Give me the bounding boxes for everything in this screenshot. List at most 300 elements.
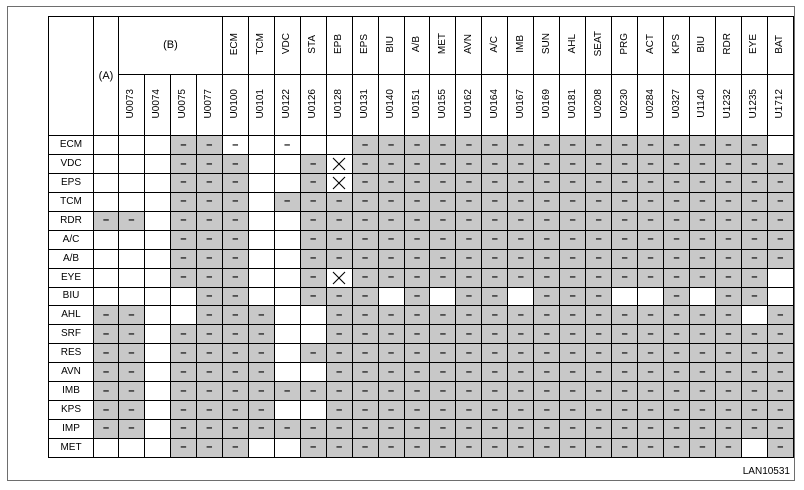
shaded-dash-cell <box>741 287 767 306</box>
dtc-code-label: U0181 <box>566 88 578 119</box>
unit-header-cell <box>638 17 664 75</box>
dtc-code-cell <box>534 74 560 135</box>
dash-mark: – <box>569 252 576 265</box>
empty-cell <box>248 192 274 211</box>
dash-mark: – <box>439 403 447 416</box>
dash-mark: – <box>387 346 395 359</box>
dash-mark: – <box>102 365 110 378</box>
shaded-dash-cell <box>690 155 716 174</box>
dash-mark: – <box>673 271 680 284</box>
dash-mark: – <box>569 327 576 340</box>
shaded-dash-cell <box>767 174 793 193</box>
shaded-dash-cell <box>482 325 508 344</box>
dash-mark: – <box>310 176 317 189</box>
shaded-dash-cell <box>586 438 612 457</box>
dash-mark: – <box>569 176 576 189</box>
shaded-dash-cell <box>119 306 145 325</box>
dash-mark: – <box>751 233 758 246</box>
shaded-dash-cell <box>196 136 222 155</box>
dash-mark: – <box>647 176 654 189</box>
dash-mark: – <box>439 176 447 189</box>
unit-header-label: BIU <box>385 35 397 53</box>
shaded-dash-cell <box>482 287 508 306</box>
dash-mark: – <box>491 138 498 151</box>
shaded-dash-cell <box>404 306 430 325</box>
dash-mark: – <box>310 214 317 227</box>
dash-mark: – <box>569 271 576 284</box>
shaded-dash-cell <box>300 174 326 193</box>
dash-mark: – <box>465 365 472 378</box>
table-row <box>49 136 794 155</box>
shaded-dash-cell <box>482 268 508 287</box>
dash-mark: – <box>621 422 628 435</box>
shaded-dash-cell <box>612 155 638 174</box>
dash-mark: – <box>621 441 628 454</box>
dash-mark: – <box>206 384 213 397</box>
unit-header-label: AVN <box>462 34 474 54</box>
shaded-dash-cell <box>456 155 482 174</box>
shaded-dash-cell <box>274 419 300 438</box>
empty-cell <box>767 287 793 306</box>
dash-mark: – <box>465 289 472 302</box>
empty-cell <box>248 211 274 230</box>
shaded-dash-cell <box>378 344 404 363</box>
dash-mark: – <box>699 308 706 321</box>
shaded-dash-cell <box>300 419 326 438</box>
empty-cell <box>274 306 300 325</box>
dtc-code-cell <box>326 74 352 135</box>
dash-mark: – <box>387 233 395 246</box>
dash-mark: – <box>595 157 602 170</box>
dash-mark: – <box>439 422 447 435</box>
shaded-dash-cell <box>612 438 638 457</box>
empty-cell <box>300 306 326 325</box>
dash-mark: – <box>180 365 187 378</box>
dtc-code-label: U0126 <box>307 88 319 119</box>
empty-cell <box>690 287 716 306</box>
shaded-dash-cell <box>482 344 508 363</box>
shaded-dash-cell <box>508 136 534 155</box>
shaded-dash-cell <box>456 438 482 457</box>
empty-cell <box>274 174 300 193</box>
dash-mark: – <box>673 157 680 170</box>
unit-header-cell <box>664 17 690 75</box>
dash-mark: – <box>673 327 680 340</box>
dash-mark: – <box>491 176 498 189</box>
shaded-dash-cell <box>196 192 222 211</box>
shaded-dash-cell <box>248 306 274 325</box>
dash-mark: – <box>725 157 732 170</box>
shaded-dash-cell <box>560 230 586 249</box>
dtc-code-cell <box>144 74 170 135</box>
column-a-empty-cell <box>94 438 119 457</box>
shaded-dash-cell <box>352 268 378 287</box>
shaded-dash-cell <box>248 325 274 344</box>
dtc-code-label: U0073 <box>125 88 137 119</box>
dash-mark: – <box>284 422 291 435</box>
unit-header-label: EPB <box>333 33 345 54</box>
dash-mark: – <box>362 327 369 340</box>
shaded-dash-cell <box>456 136 482 155</box>
dash-mark: – <box>621 403 628 416</box>
dash-mark: – <box>543 195 550 208</box>
dash-mark: – <box>673 289 680 302</box>
empty-cell <box>144 382 170 401</box>
dash-mark: – <box>569 289 576 302</box>
shaded-dash-cell <box>404 230 430 249</box>
dash-mark: – <box>647 308 654 321</box>
shaded-dash-cell <box>534 155 560 174</box>
dash-mark: – <box>180 422 187 435</box>
dash-mark: – <box>595 403 602 416</box>
dash-mark: – <box>310 422 317 435</box>
dash-mark: – <box>673 214 680 227</box>
shaded-dash-cell <box>560 401 586 420</box>
shaded-dash-cell <box>715 211 741 230</box>
shaded-dash-cell <box>690 325 716 344</box>
column-a-shaded-dash-cell <box>94 211 119 230</box>
shaded-dash-cell <box>222 438 248 457</box>
shaded-dash-cell <box>741 174 767 193</box>
empty-cell <box>144 230 170 249</box>
shaded-dash-cell <box>222 287 248 306</box>
shaded-dash-cell <box>456 230 482 249</box>
shaded-dash-cell <box>352 306 378 325</box>
row-label: VDC <box>49 155 94 174</box>
dash-mark: – <box>387 422 395 435</box>
shaded-dash-cell <box>612 363 638 382</box>
dash-mark: – <box>310 271 317 284</box>
dash-mark: – <box>595 441 602 454</box>
shaded-dash-cell <box>534 363 560 382</box>
shaded-dash-cell <box>119 325 145 344</box>
dash-mark: – <box>751 176 758 189</box>
shaded-dash-cell <box>456 268 482 287</box>
dtc-code-label: U0230 <box>618 88 630 119</box>
dash-mark: – <box>699 327 706 340</box>
empty-cell <box>300 136 326 155</box>
dash-mark: – <box>647 271 654 284</box>
shaded-dash-cell <box>560 438 586 457</box>
shaded-dash-cell <box>664 306 690 325</box>
shaded-dash-cell <box>715 306 741 325</box>
dash-mark: – <box>725 441 732 454</box>
shaded-dash-cell <box>352 287 378 306</box>
empty-cell <box>248 174 274 193</box>
dash-mark: – <box>647 214 654 227</box>
dash-mark: – <box>543 441 550 454</box>
shaded-dash-cell <box>715 401 741 420</box>
shaded-dash-cell <box>326 249 352 268</box>
shaded-dash-cell <box>222 230 248 249</box>
dash-mark: – <box>102 403 110 416</box>
dash-mark: – <box>206 271 213 284</box>
dash-mark: – <box>232 195 239 208</box>
shaded-dash-cell <box>715 287 741 306</box>
empty-cell <box>274 268 300 287</box>
shaded-dash-cell <box>170 136 196 155</box>
dash-mark: – <box>336 308 343 321</box>
shaded-dash-cell <box>222 249 248 268</box>
dash-mark: – <box>751 271 758 284</box>
shaded-dash-cell <box>430 363 456 382</box>
shaded-dash-cell <box>482 382 508 401</box>
dtc-code-label: U0284 <box>644 88 656 119</box>
shaded-dash-cell <box>404 192 430 211</box>
dash-mark: – <box>647 441 654 454</box>
row-label: TCM <box>49 192 94 211</box>
unit-header-label: SEAT <box>592 31 604 57</box>
dash-mark: – <box>699 422 706 435</box>
dash-mark: – <box>206 138 213 151</box>
dash-mark: – <box>517 346 524 359</box>
empty-cell <box>144 306 170 325</box>
shaded-dash-cell <box>170 325 196 344</box>
empty-cell <box>274 230 300 249</box>
shaded-dash-cell <box>741 325 767 344</box>
shaded-dash-cell <box>767 192 793 211</box>
row-label: RDR <box>49 211 94 230</box>
dtc-code-label: U0208 <box>592 88 604 119</box>
dash-mark: – <box>465 195 472 208</box>
shaded-dash-cell <box>326 306 352 325</box>
dash-mark: – <box>258 403 265 416</box>
dash-mark: – <box>439 384 447 397</box>
dash-mark: – <box>621 346 628 359</box>
empty-cell <box>248 136 274 155</box>
shaded-dash-cell <box>482 136 508 155</box>
dash-mark: – <box>699 365 706 378</box>
dash-mark: – <box>439 441 447 454</box>
unit-header-label: IMB <box>514 35 526 53</box>
shaded-dash-cell <box>300 438 326 457</box>
shaded-dash-cell <box>170 155 196 174</box>
dash-mark: – <box>751 384 758 397</box>
dtc-code-label: U0128 <box>333 88 345 119</box>
dash-mark: – <box>258 346 265 359</box>
shaded-dash-cell <box>300 230 326 249</box>
table-row <box>49 192 794 211</box>
dash-mark: – <box>595 422 602 435</box>
table-row <box>49 306 794 325</box>
dash-mark: – <box>180 214 187 227</box>
shaded-dash-cell <box>352 363 378 382</box>
shaded-dash-cell <box>378 192 404 211</box>
shaded-dash-cell <box>170 401 196 420</box>
dash-mark: – <box>673 176 680 189</box>
x-mark-icon <box>332 176 346 190</box>
unit-header-cell <box>456 17 482 75</box>
dash-mark: – <box>725 233 732 246</box>
dash-mark: – <box>128 214 135 227</box>
dash-mark: – <box>647 384 654 397</box>
dash-mark: – <box>206 252 213 265</box>
shaded-dash-cell <box>690 249 716 268</box>
unit-header-label: ACT <box>644 33 656 54</box>
shaded-dash-cell <box>715 192 741 211</box>
dash-mark: – <box>621 195 628 208</box>
dash-mark: – <box>128 422 135 435</box>
shaded-dash-cell <box>534 287 560 306</box>
dash-mark: – <box>206 308 213 321</box>
shaded-dash-cell <box>741 363 767 382</box>
shaded-dash-cell <box>560 419 586 438</box>
empty-cell <box>300 325 326 344</box>
shaded-dash-cell <box>326 438 352 457</box>
shaded-dash-cell <box>404 136 430 155</box>
dash-mark: – <box>232 176 239 189</box>
dash-mark: – <box>362 195 369 208</box>
dash-mark: – <box>206 195 213 208</box>
shaded-dash-cell <box>248 419 274 438</box>
dash-mark: – <box>310 252 317 265</box>
shaded-dash-cell <box>326 287 352 306</box>
shaded-dash-cell <box>715 268 741 287</box>
empty-cell <box>767 136 793 155</box>
empty-cell <box>144 287 170 306</box>
shaded-dash-cell <box>715 230 741 249</box>
dash-mark: – <box>439 157 447 170</box>
dash-mark: – <box>699 157 706 170</box>
dash-mark: – <box>699 138 706 151</box>
dash-mark: – <box>569 195 576 208</box>
shaded-dash-cell <box>534 192 560 211</box>
dash-mark: – <box>387 327 395 340</box>
dash-mark: – <box>387 252 395 265</box>
dash-mark: – <box>621 384 628 397</box>
dash-mark: – <box>465 327 472 340</box>
dash-mark: – <box>362 157 369 170</box>
shaded-dash-cell <box>170 382 196 401</box>
shaded-dash-cell <box>326 211 352 230</box>
dash-mark: – <box>310 195 317 208</box>
unit-header-cell <box>767 17 793 75</box>
shaded-dash-cell <box>482 211 508 230</box>
dash-mark: – <box>569 346 576 359</box>
dtc-code-label: U0100 <box>229 88 241 119</box>
shaded-dash-cell <box>638 268 664 287</box>
shaded-dash-cell <box>326 325 352 344</box>
shaded-dash-cell <box>690 192 716 211</box>
shaded-dash-cell <box>456 419 482 438</box>
dash-mark: – <box>517 138 524 151</box>
dash-mark: – <box>413 384 421 397</box>
dash-mark: – <box>413 308 421 321</box>
dash-mark: – <box>206 214 213 227</box>
shaded-dash-cell <box>196 306 222 325</box>
shaded-dash-cell <box>170 249 196 268</box>
dash-mark: – <box>647 365 654 378</box>
shaded-dash-cell <box>119 363 145 382</box>
dash-mark: – <box>517 308 524 321</box>
dash-mark: – <box>569 403 576 416</box>
dash-mark: – <box>725 327 732 340</box>
shaded-dash-cell <box>378 211 404 230</box>
shaded-dash-cell <box>741 211 767 230</box>
dash-mark: – <box>336 384 343 397</box>
shaded-dash-cell <box>404 438 430 457</box>
shaded-dash-cell <box>430 438 456 457</box>
dash-mark: – <box>387 365 395 378</box>
shaded-dash-cell <box>741 249 767 268</box>
shaded-dash-cell <box>222 211 248 230</box>
shaded-dash-cell <box>326 344 352 363</box>
dash-mark: – <box>180 233 187 246</box>
unit-header-cell <box>741 17 767 75</box>
shaded-dash-cell <box>767 249 793 268</box>
dash-mark: – <box>336 289 343 302</box>
dash-mark: – <box>569 233 576 246</box>
dash-mark: – <box>595 289 602 302</box>
dtc-code-cell <box>741 74 767 135</box>
shaded-dash-cell <box>508 268 534 287</box>
shaded-dash-cell <box>404 211 430 230</box>
shaded-dash-cell <box>612 230 638 249</box>
dash-mark: – <box>621 176 628 189</box>
dash-mark: – <box>543 327 550 340</box>
dash-mark: – <box>621 233 628 246</box>
dtc-code-cell <box>196 74 222 135</box>
shaded-dash-cell <box>482 174 508 193</box>
dash-mark: – <box>362 176 369 189</box>
dash-mark: – <box>336 214 343 227</box>
dash-mark: – <box>673 252 680 265</box>
empty-cell <box>144 438 170 457</box>
shaded-dash-cell <box>378 155 404 174</box>
dash-mark: – <box>206 233 213 246</box>
shaded-dash-cell <box>741 155 767 174</box>
unit-header-cell <box>300 17 326 75</box>
dash-mark: – <box>465 308 472 321</box>
dash-mark: – <box>491 365 498 378</box>
dash-mark: – <box>232 233 239 246</box>
dash-mark: – <box>387 308 395 321</box>
dash-mark: – <box>102 384 110 397</box>
dash-mark: – <box>699 384 706 397</box>
dash-mark: – <box>647 195 654 208</box>
dtc-code-cell <box>456 74 482 135</box>
column-a-header <box>94 17 119 136</box>
dash-mark: – <box>102 308 110 321</box>
shaded-dash-cell <box>248 344 274 363</box>
shaded-dash-cell <box>508 382 534 401</box>
dash-mark: – <box>362 289 369 302</box>
shaded-dash-cell <box>404 174 430 193</box>
shaded-dash-cell <box>638 230 664 249</box>
unit-header-cell <box>534 17 560 75</box>
shaded-dash-cell <box>378 306 404 325</box>
dash-mark: – <box>699 441 706 454</box>
shaded-dash-cell <box>119 401 145 420</box>
shaded-dash-cell <box>430 382 456 401</box>
shaded-dash-cell <box>586 363 612 382</box>
dash-mark: – <box>413 346 421 359</box>
shaded-dash-cell <box>508 155 534 174</box>
shaded-dash-cell <box>196 249 222 268</box>
dash-mark: – <box>310 233 317 246</box>
shaded-dash-cell <box>560 325 586 344</box>
unit-header-label: STA <box>307 34 319 54</box>
dash-mark: – <box>180 157 187 170</box>
dash-mark: – <box>128 346 135 359</box>
shaded-dash-cell <box>560 287 586 306</box>
unit-header-label: A/B <box>411 35 422 53</box>
shaded-dash-cell <box>404 382 430 401</box>
shaded-dash-cell <box>326 419 352 438</box>
table-row <box>49 287 794 306</box>
unit-header-cell <box>326 17 352 75</box>
empty-cell <box>741 306 767 325</box>
